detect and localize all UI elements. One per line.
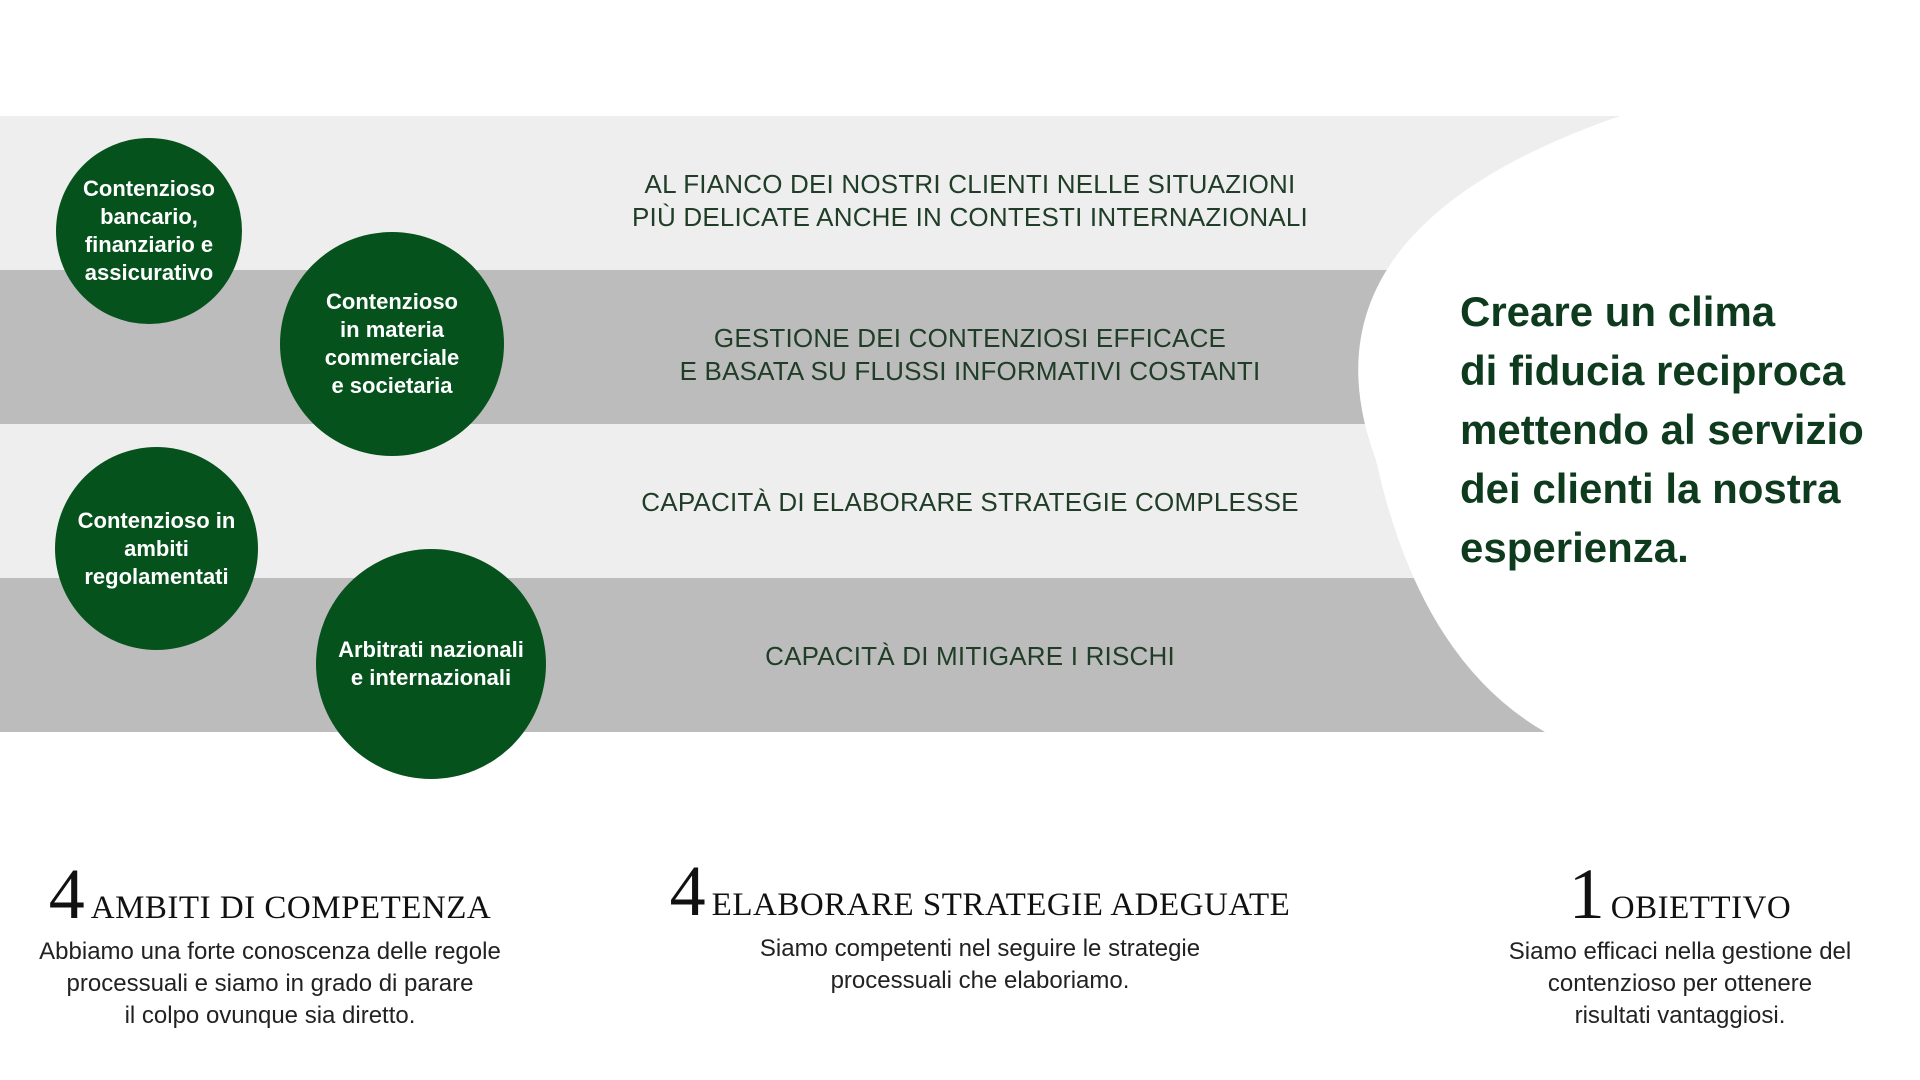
band-text-2: GESTIONE DEI CONTENZIOSI EFFICACE E BASATA SU FLUSSI INFORMATIVI COSTANTI — [679, 323, 1261, 386]
circle-label: Contenzioso in ambiti regolamentati — [77, 507, 236, 589]
circle-regulated-litigation — [55, 447, 258, 650]
stat-strategies — [620, 851, 1340, 997]
band-text-3: CAPACITÀ DI ELABORARE STRATEGIE COMPLESSE — [641, 487, 1299, 517]
stat-title: AMBITI DI COMPETENZA — [90, 890, 492, 926]
claim-text: Creare un clima di fiducia reciproca mettendo al servizio dei clienti la nostra esperienza. — [1460, 288, 1864, 571]
circle-label: Arbitrati nazionali e internazionali — [338, 637, 524, 690]
stat-objective — [1440, 854, 1920, 1032]
stat-description: Abbiamo una forte conoscenza delle regole processuali e siamo in grado di parare il colpo ovunque sia diretto. — [39, 938, 501, 1029]
stat-number: 4 — [48, 854, 85, 934]
stat-heading — [620, 851, 1340, 931]
band-text-1: AL FIANCO DEI NOSTRI CLIENTI NELLE SITUAZIONI PIÙ DELICATE ANCHE IN CONTESTI INTERNAZIONALI — [632, 169, 1308, 232]
stat-heading — [10, 854, 530, 934]
circle-arbitration — [316, 549, 546, 779]
stat-number: 4 — [669, 851, 706, 931]
stat-competence — [10, 854, 530, 1032]
stat-heading — [1440, 854, 1920, 934]
band-text-4: CAPACITÀ DI MITIGARE I RISCHI — [765, 641, 1175, 671]
circle-label: Contenzioso in materia commerciale e societaria — [324, 289, 460, 398]
circle-label: Contenzioso bancario, finanziario e assicurativo — [83, 176, 215, 285]
stat-title: ELABORARE STRATEGIE ADEGUATE — [711, 887, 1291, 923]
stat-title: OBIETTIVO — [1610, 890, 1792, 926]
stat-number: 1 — [1568, 854, 1605, 934]
stat-description: Siamo competenti nel seguire le strategie processuali che elaboriamo. — [759, 935, 1201, 994]
stat-description: Siamo efficaci nella gestione del contenzioso per ottenere risultati vantaggiosi. — [1508, 938, 1852, 1029]
circle-banking-litigation — [56, 138, 242, 324]
circle-commercial-litigation — [280, 232, 504, 456]
